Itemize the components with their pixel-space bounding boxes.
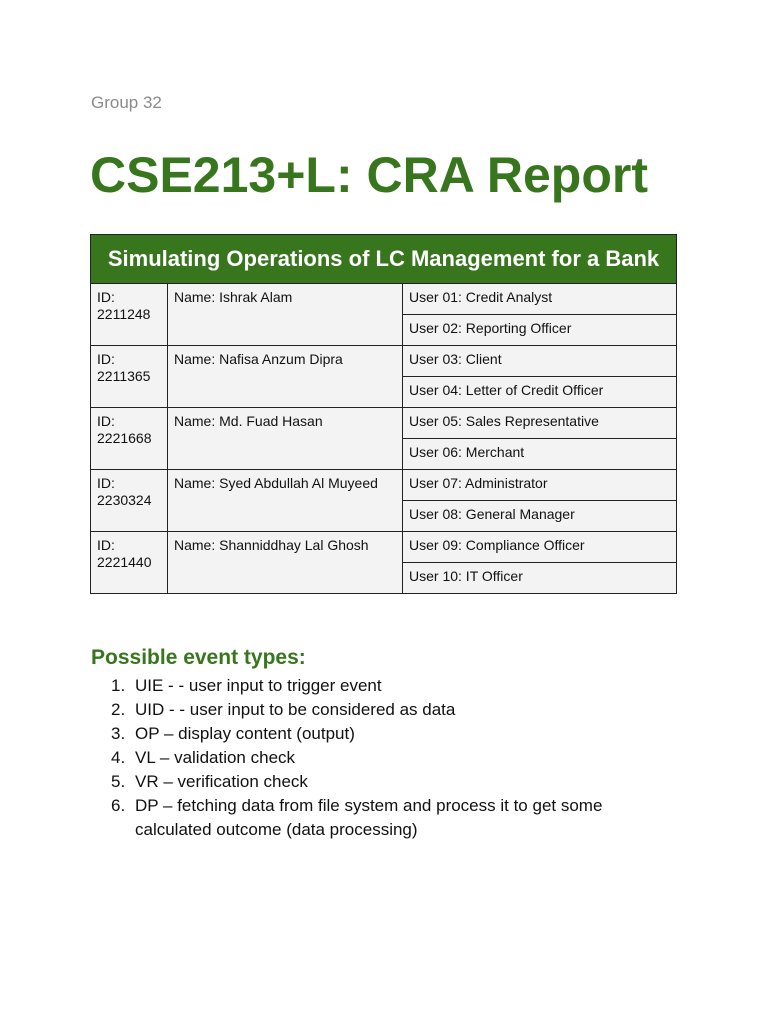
team-table-body	[91, 284, 677, 594]
member-id-cell	[91, 346, 168, 408]
list-item-number: 6.	[111, 796, 126, 815]
team-table-header-row	[91, 235, 677, 284]
user-role-cell: User 02: Reporting Officer	[403, 315, 677, 346]
list-item-text: UID - - user input to be considered as data	[135, 700, 456, 719]
user-role-cell: User 07: Administrator	[403, 470, 677, 501]
table-row	[91, 408, 677, 439]
table-row	[91, 470, 677, 501]
member-id-label: ID:	[97, 289, 115, 305]
list-item	[91, 770, 651, 794]
list-item	[91, 698, 651, 722]
member-id-value: 2211248	[97, 306, 151, 322]
member-id-value: 2221440	[97, 554, 152, 570]
user-role-cell: User 10: IT Officer	[403, 563, 677, 594]
user-role-cell: User 08: General Manager	[403, 501, 677, 532]
report-title: CSE213+L: CRA Report	[90, 147, 648, 203]
events-heading: Possible event types:	[91, 646, 306, 669]
list-item-text: VL – validation check	[135, 748, 296, 767]
list-item-number: 3.	[111, 724, 126, 743]
team-table-header: Simulating Operations of LC Management for a Bank	[91, 235, 677, 284]
list-item-number: 2.	[111, 700, 126, 719]
user-role-cell: User 06: Merchant	[403, 439, 677, 470]
member-id-cell	[91, 408, 168, 470]
list-item	[91, 722, 651, 746]
list-item-number: 4.	[111, 748, 126, 767]
table-row	[91, 532, 677, 563]
member-id-label: ID:	[97, 475, 115, 491]
member-id-cell	[91, 470, 168, 532]
list-item-text: OP – display content (output)	[135, 724, 355, 743]
list-item	[91, 746, 651, 770]
group-label: Group 32	[91, 93, 162, 112]
member-id-value: 2211365	[97, 368, 151, 384]
list-item-text: UIE - - user input to trigger event	[135, 676, 382, 695]
member-name-cell: Name: Shanniddhay Lal Ghosh	[168, 532, 403, 594]
events-list	[91, 674, 651, 842]
table-row	[91, 346, 677, 377]
list-item-number: 5.	[111, 772, 126, 791]
user-role-cell: User 05: Sales Representative	[403, 408, 677, 439]
member-id-label: ID:	[97, 413, 115, 429]
list-item-number: 1.	[111, 676, 126, 695]
list-item	[91, 794, 651, 842]
member-name-cell: Name: Nafisa Anzum Dipra	[168, 346, 403, 408]
member-name-cell: Name: Md. Fuad Hasan	[168, 408, 403, 470]
list-item-text: VR – verification check	[135, 772, 308, 791]
user-role-cell: User 04: Letter of Credit Officer	[403, 377, 677, 408]
user-role-cell: User 01: Credit Analyst	[403, 284, 677, 315]
team-table	[90, 234, 677, 594]
list-item-text: DP – fetching data from file system and process it to get some calculated outcome (data processing)	[135, 796, 603, 839]
user-role-cell: User 09: Compliance Officer	[403, 532, 677, 563]
member-id-label: ID:	[97, 537, 115, 553]
member-id-cell	[91, 284, 168, 346]
member-id-cell	[91, 532, 168, 594]
member-id-label: ID:	[97, 351, 115, 367]
member-name-cell: Name: Ishrak Alam	[168, 284, 403, 346]
member-id-value: 2230324	[97, 492, 152, 508]
member-id-value: 2221668	[97, 430, 152, 446]
list-item	[91, 674, 651, 698]
member-name-cell: Name: Syed Abdullah Al Muyeed	[168, 470, 403, 532]
table-row	[91, 284, 677, 315]
user-role-cell: User 03: Client	[403, 346, 677, 377]
